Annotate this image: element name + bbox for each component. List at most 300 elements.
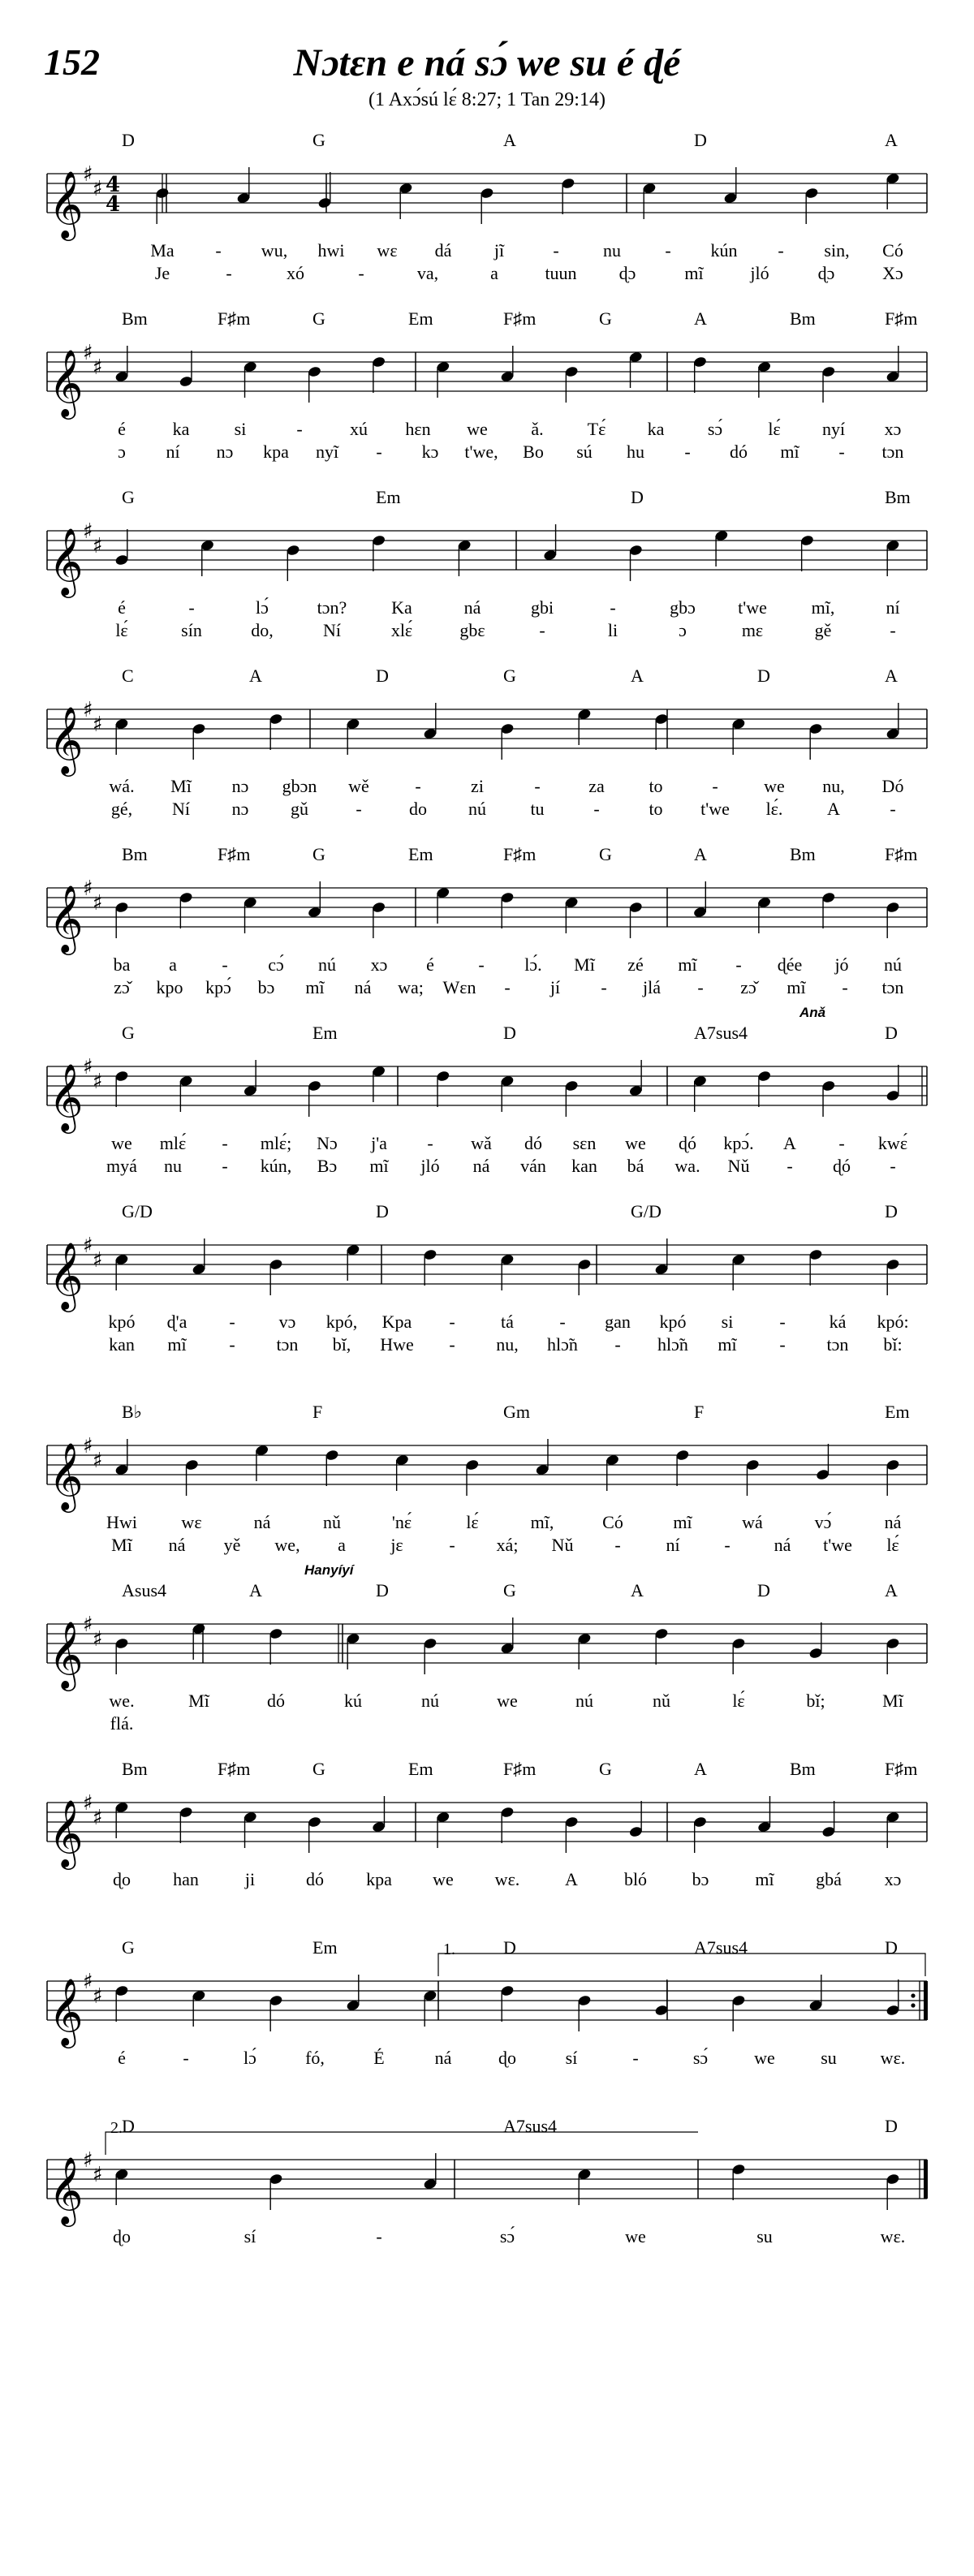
lyric-syllable: ka	[647, 419, 665, 439]
staff-6	[0, 1029, 974, 1208]
system-4	[0, 666, 974, 851]
lyric-syllable: ná	[168, 1535, 186, 1555]
lyric-syllable: nɔ	[231, 776, 249, 796]
lyric-syllable: bɔ	[692, 1869, 709, 1889]
chord-symbol: D	[757, 666, 770, 686]
lyric-syllable: nu,	[496, 1334, 519, 1355]
lyric-syllable: wǎ	[471, 1133, 492, 1153]
lyric-syllable: hwi	[317, 240, 345, 261]
system-1	[0, 130, 974, 315]
lyric-syllable: bɔ	[257, 977, 275, 997]
chord-symbol: D	[122, 130, 135, 150]
key-sharp-icon: ♯	[93, 2163, 103, 2187]
lyric-hyphen: -	[890, 620, 896, 640]
lyric-syllable: zi	[471, 776, 484, 796]
lyric-hyphen: -	[226, 263, 232, 283]
lyric-syllable: kɔ	[421, 442, 439, 462]
chord-symbol: A	[694, 308, 707, 329]
lyric-hyphen: -	[376, 2226, 382, 2246]
lyric-hyphen: -	[222, 1133, 228, 1153]
lyric-hyphen: -	[684, 442, 691, 462]
lyric-syllable: kpa	[263, 442, 289, 462]
chord-symbol: G	[122, 1937, 135, 1958]
chord-symbol: F♯m	[218, 844, 251, 864]
lyric-syllable: bǐ;	[806, 1691, 825, 1711]
treble-clef-icon: 𝄞	[49, 348, 84, 416]
chord-symbol: Em	[376, 487, 401, 507]
lyric-syllable: do	[409, 799, 427, 819]
key-sharp-icon: ♯	[93, 1248, 103, 1273]
lyric-syllable: wá.	[109, 776, 135, 796]
lyric-syllable: kpa	[366, 1869, 392, 1889]
staff-3	[0, 493, 974, 672]
chord-symbol: Bm	[122, 308, 148, 329]
lyric-syllable: mĩ	[684, 263, 704, 283]
lyric-syllable: to	[649, 799, 663, 819]
lyric-syllable: mĩ	[305, 977, 325, 997]
lyric-syllable: nú	[468, 799, 486, 819]
system-9	[0, 1562, 974, 1765]
final-barline	[924, 1981, 928, 2020]
lyric-syllable: we	[497, 1691, 518, 1711]
lyric-hyphen: -	[735, 954, 742, 975]
lyric-syllable: myá	[106, 1156, 137, 1176]
lyric-hyphen: -	[356, 799, 362, 819]
lyric-syllable: ɔ	[118, 442, 126, 462]
lyric-syllable: Bo	[523, 442, 544, 462]
lyric-syllable: ɖó	[833, 1156, 851, 1176]
lyric-syllable: xá;	[496, 1535, 519, 1555]
time-signature-top: 4	[106, 173, 121, 197]
system-7	[0, 1201, 974, 1386]
lyric-syllable: ɖo	[113, 2226, 131, 2246]
lyric-hyphen: -	[778, 240, 784, 261]
key-sharp-icon: ♯	[93, 713, 103, 737]
chord-symbol: Em	[312, 1937, 338, 1958]
lyric-syllable: nɔ	[231, 799, 249, 819]
lyric-line-2	[0, 1713, 974, 1736]
lyric-line-2	[0, 799, 974, 821]
lyric-syllable: t'we	[738, 597, 767, 618]
lyric-hyphen: -	[787, 1156, 793, 1176]
lyric-syllable: tá	[501, 1312, 514, 1332]
chord-symbol: F♯m	[218, 1759, 251, 1779]
lyric-syllable: kpo	[156, 977, 183, 997]
chord-symbol: F♯m	[503, 844, 537, 864]
chord-symbol: F♯m	[885, 308, 918, 329]
lyric-syllable: Kpa	[381, 1312, 412, 1332]
lyric-syllable: lɛ́	[886, 1535, 899, 1555]
lyric-syllable: wɛ.	[880, 2226, 906, 2246]
lyric-syllable: ká	[829, 1312, 847, 1332]
lyric-syllable: ná	[434, 2048, 452, 2068]
lyric-syllable: ná	[253, 1512, 271, 1532]
chord-symbol: D	[694, 130, 707, 150]
lyric-syllable: nyĩ	[315, 442, 339, 462]
lyric-syllable: we	[111, 1133, 132, 1153]
chord-symbol: D	[885, 1201, 898, 1221]
lyric-syllable: bá	[627, 1156, 644, 1176]
repeat-dot	[911, 1993, 915, 1997]
lyric-line-1	[0, 1312, 974, 1334]
chord-symbol: D	[631, 487, 644, 507]
lyric-syllable: jɛ	[390, 1535, 403, 1555]
lyric-syllable: jí	[549, 977, 561, 997]
lyric-hyphen: -	[697, 977, 704, 997]
lyric-syllable: xó	[287, 263, 304, 283]
treble-clef-icon: 𝄞	[49, 1441, 84, 1510]
lyric-syllable: sɔ́	[707, 419, 723, 439]
lyric-hyphen: -	[534, 776, 541, 796]
lyric-syllable: ba	[113, 954, 131, 975]
lyric-syllable: lɛ́	[115, 620, 128, 640]
lyric-syllable: nɔ	[216, 442, 234, 462]
lyric-syllable: lɛ́.	[765, 799, 783, 819]
lyric-syllable: ɖo	[113, 1869, 131, 1889]
chord-symbol: D	[757, 1580, 770, 1600]
chord-symbol: Bm	[122, 844, 148, 864]
lyric-syllable: we	[433, 1869, 454, 1889]
lyric-syllable: kún	[710, 240, 738, 261]
lyric-syllable: wɛ	[377, 240, 398, 261]
lyric-syllable: sɔ́	[692, 2048, 709, 2068]
lyric-syllable: mĩ,	[811, 597, 835, 618]
lyric-syllable: Nɔ	[317, 1133, 338, 1153]
lyric-line-1	[0, 1133, 974, 1156]
chord-symbol: G	[503, 666, 516, 686]
volta-bracket	[438, 1954, 925, 1976]
lyric-syllable: we,	[274, 1535, 300, 1555]
staff-2	[0, 315, 974, 493]
chord-symbol: Em	[408, 308, 433, 329]
lyric-syllable: we	[764, 776, 785, 796]
lyric-syllable: kpɔ́.	[723, 1133, 754, 1153]
chord-symbol: F	[312, 1402, 323, 1422]
lyric-hyphen: -	[553, 240, 559, 261]
lyric-syllable: é	[118, 419, 126, 439]
lyric-syllable: jló	[750, 263, 769, 283]
lyric-syllable: ɔ	[679, 620, 687, 640]
chord-symbol: D	[376, 1201, 389, 1221]
system-3	[0, 487, 974, 672]
staff-8	[0, 1408, 974, 1587]
lyric-syllable: zɔ̌	[740, 977, 756, 997]
chord-symbol: F♯m	[218, 308, 251, 329]
lyric-syllable: bĭ,	[332, 1334, 351, 1355]
lyric-syllable: su	[756, 2226, 773, 2246]
chord-symbol: G	[312, 1759, 325, 1779]
lyric-syllable: za	[588, 776, 605, 796]
lyric-syllable: A	[783, 1133, 796, 1153]
key-sharp-icon: ♯	[93, 177, 103, 201]
chord-symbol: G	[599, 1759, 612, 1779]
lyric-syllable: nu	[603, 240, 621, 261]
lyric-syllable: gǔ	[291, 799, 308, 819]
lyric-syllable: tuun	[545, 263, 577, 283]
lyric-syllable: kún,	[260, 1156, 292, 1176]
lyric-line-1	[0, 1869, 974, 1892]
staff-10	[0, 1765, 974, 1944]
lyric-hyphen: -	[779, 1334, 786, 1355]
chord-symbol: G/D	[631, 1201, 662, 1221]
lyric-hyphen: -	[890, 1156, 896, 1176]
key-sharp-icon: ♯	[83, 2148, 93, 2173]
chord-symbol: F♯m	[503, 1759, 537, 1779]
lyric-syllable: wɛ	[181, 1512, 202, 1532]
lyric-syllable: we	[625, 2226, 646, 2246]
lyric-syllable: tɔn	[881, 442, 904, 462]
chord-symbol: B♭	[122, 1402, 143, 1422]
lyric-hyphen: -	[188, 597, 195, 618]
lyric-syllable: kpó	[108, 1312, 136, 1332]
lyric-syllable: Xɔ	[882, 263, 903, 283]
lyric-syllable: tɔn	[276, 1334, 299, 1355]
key-sharp-icon: ♯	[83, 1434, 93, 1458]
chord-symbol: A7sus4	[694, 1937, 748, 1958]
chord-symbol: D	[885, 2116, 898, 2136]
chord-symbol: D	[885, 1023, 898, 1043]
lyric-syllable: bǐ:	[883, 1334, 903, 1355]
system-8	[0, 1402, 974, 1587]
chord-symbol: Bm	[122, 1759, 148, 1779]
lyric-syllable: fó,	[305, 2048, 325, 2068]
lyric-syllable: gé,	[110, 799, 133, 819]
chord-symbol: A	[249, 666, 262, 686]
lyric-syllable: kpɔ́	[205, 977, 231, 997]
lyric-hyphen: -	[610, 597, 616, 618]
lyric-syllable: Ma	[150, 240, 175, 261]
lyric-syllable: mĩ	[780, 442, 799, 462]
treble-clef-icon: 𝄞	[49, 884, 84, 952]
lyric-line-1	[0, 240, 974, 263]
key-sharp-icon: ♯	[83, 1791, 93, 1816]
lyric-syllable: mĩ	[718, 1334, 737, 1355]
chord-symbol: A	[631, 1580, 644, 1600]
lyric-syllable: si	[234, 419, 247, 439]
chord-symbol: A	[885, 666, 898, 686]
lyric-syllable: tɔn?	[317, 597, 347, 618]
lyric-syllable: gbá	[816, 1869, 842, 1889]
lyric-syllable: hlɔ̃n	[547, 1334, 578, 1355]
lyric-syllable: Mĩ	[882, 1691, 903, 1711]
tempo-marking: Anǎ	[799, 1005, 826, 1020]
chord-symbol: A	[249, 1580, 262, 1600]
treble-clef-icon: 𝄞	[49, 2156, 84, 2224]
chord-symbol: G	[122, 487, 135, 507]
lyric-syllable: Mĩ	[170, 776, 192, 796]
lyric-syllable: tɔn	[826, 1334, 849, 1355]
lyric-syllable: zɔ̌	[114, 977, 130, 997]
lyric-syllable: ɖó	[679, 1133, 696, 1153]
lyric-syllable: gbɔn	[282, 776, 317, 796]
lyric-line-1	[0, 2048, 974, 2070]
lyric-hyphen: -	[449, 1312, 455, 1332]
system-11	[0, 1937, 974, 2122]
lyric-syllable: lɛ́	[466, 1512, 479, 1532]
lyric-hyphen: -	[222, 954, 228, 975]
lyric-syllable: bló	[623, 1869, 648, 1889]
lyric-syllable: xɔ	[884, 419, 902, 439]
lyric-hyphen: -	[890, 799, 896, 819]
lyric-syllable: we	[625, 1133, 646, 1153]
lyric-syllable: lɔ́.	[524, 954, 542, 975]
lyric-syllable: mĩ,	[530, 1512, 554, 1532]
lyric-syllable: jó	[834, 954, 849, 975]
lyric-syllable: xɔ	[370, 954, 388, 975]
system-5	[0, 844, 974, 1029]
chord-symbol: Em	[312, 1023, 338, 1043]
key-sharp-icon: ♯	[83, 519, 93, 544]
lyric-syllable: nú	[318, 954, 336, 975]
lyric-line-2	[0, 1334, 974, 1357]
chord-symbol: Bm	[790, 308, 816, 329]
lyric-line-2	[0, 442, 974, 464]
chord-symbol: Bm	[790, 1759, 816, 1779]
hymn-title: Nɔtɛn e ná sɔ́ we su é ɖé	[293, 41, 681, 84]
lyric-syllable: we.	[109, 1691, 135, 1711]
lyric-syllable: jló	[420, 1156, 440, 1176]
lyric-syllable: do,	[251, 620, 274, 640]
lyric-syllable: wɛ.	[494, 1869, 520, 1889]
lyric-syllable: lɛ́	[768, 419, 781, 439]
lyric-syllable: mĩ	[673, 1512, 692, 1532]
lyric-syllable: su	[821, 2048, 837, 2068]
lyric-hyphen: -	[215, 240, 222, 261]
lyric-hyphen: -	[614, 1535, 621, 1555]
lyric-syllable: xlɛ́	[390, 620, 413, 640]
lyric-hyphen: -	[724, 1535, 730, 1555]
lyric-hyphen: -	[358, 263, 364, 283]
chord-symbol: D	[376, 666, 389, 686]
lyric-syllable: Ní	[172, 799, 190, 819]
staff-11	[0, 1944, 974, 2122]
lyric-syllable: jlá	[643, 977, 661, 997]
lyric-syllable: Nǔ	[727, 1156, 750, 1176]
lyric-syllable: A	[565, 1869, 578, 1889]
chord-symbol: A	[694, 844, 707, 864]
staff-9	[0, 1587, 974, 1765]
chord-symbol: F♯m	[885, 844, 918, 864]
lyric-syllable: flá.	[110, 1713, 134, 1734]
lyric-syllable: Dó	[881, 776, 904, 796]
staff-7	[0, 1208, 974, 1386]
lyric-syllable: Wɛn	[442, 977, 476, 997]
lyric-syllable: sín	[181, 620, 202, 640]
lyric-syllable: tu	[530, 799, 545, 819]
lyric-syllable: nu,	[822, 776, 845, 796]
lyric-syllable: we	[467, 419, 488, 439]
final-barline	[924, 2160, 928, 2199]
lyric-syllable: sí	[565, 2048, 578, 2068]
volta-number: 2.	[110, 2119, 123, 2137]
treble-clef-icon: 𝄞	[49, 705, 84, 773]
lyric-hyphen: -	[449, 1334, 455, 1355]
lyric-hyphen: -	[229, 1312, 235, 1332]
lyric-line-2	[0, 1535, 974, 1557]
lyric-syllable: sí	[244, 2226, 256, 2246]
lyric-syllable: to	[649, 776, 663, 796]
lyric-line-1	[0, 597, 974, 620]
lyric-syllable: kwɛ́	[877, 1133, 908, 1153]
lyric-syllable: mlɛ́	[159, 1133, 187, 1153]
chord-symbol: Bm	[790, 844, 816, 864]
key-sharp-icon: ♯	[93, 891, 103, 915]
lyric-hyphen: -	[296, 419, 303, 439]
volta-number: 1.	[443, 1941, 455, 1958]
lyric-syllable: ná	[472, 1156, 490, 1176]
lyric-syllable: sin,	[824, 240, 850, 261]
lyric-syllable: ji	[244, 1869, 256, 1889]
chord-symbol: C	[122, 666, 134, 686]
chord-symbol: Bm	[885, 487, 911, 507]
lyric-syllable: wu,	[261, 240, 288, 261]
lyric-syllable: mĩ	[755, 1869, 774, 1889]
key-sharp-icon: ♯	[83, 341, 93, 365]
lyric-line-1	[0, 776, 974, 799]
lyric-syllable: mĩ	[787, 977, 806, 997]
lyric-syllable: ná	[463, 597, 481, 618]
lyric-syllable: han	[173, 1869, 199, 1889]
lyric-syllable: lɛ́	[732, 1691, 745, 1711]
repeat-dot	[911, 2003, 915, 2007]
lyric-syllable: nú	[884, 954, 902, 975]
lyric-syllable: Tɛ́	[587, 419, 606, 439]
lyric-hyphen: -	[559, 1312, 566, 1332]
lyric-syllable: wá	[742, 1512, 763, 1532]
lyric-syllable: nu	[164, 1156, 182, 1176]
key-sharp-icon: ♯	[83, 1234, 93, 1258]
lyric-syllable: li	[607, 620, 618, 640]
treble-clef-icon: 𝄞	[49, 527, 84, 595]
lyric-syllable: kan	[571, 1156, 597, 1176]
lyric-syllable: ɖɔ	[817, 263, 835, 283]
chord-symbol: F♯m	[503, 308, 537, 329]
lyric-line-1	[0, 1512, 974, 1535]
lyric-hyphen: -	[539, 620, 545, 640]
lyric-line-2	[0, 1156, 974, 1178]
lyric-hyphen: -	[222, 1156, 228, 1176]
lyric-syllable: nyí	[821, 419, 846, 439]
lyric-syllable: tɔn	[881, 977, 904, 997]
chord-symbol: D	[503, 1023, 516, 1043]
lyric-syllable: 'nɛ́	[391, 1512, 412, 1532]
lyric-hyphen: -	[838, 1133, 845, 1153]
chord-symbol: A	[631, 666, 644, 686]
lyric-hyphen: -	[376, 442, 382, 462]
lyric-syllable: é	[426, 954, 434, 975]
lyric-syllable: wě	[348, 776, 369, 796]
lyric-line-1	[0, 954, 974, 977]
lyric-hyphen: -	[712, 776, 718, 796]
lyric-syllable: dó	[306, 1869, 324, 1889]
treble-clef-icon: 𝄞	[49, 1062, 84, 1131]
lyric-hyphen: -	[449, 1535, 455, 1555]
chord-symbol: G	[503, 1580, 516, 1600]
lyric-syllable: kpó,	[325, 1312, 358, 1332]
lyric-line-2	[0, 263, 974, 286]
lyric-syllable: zé	[627, 954, 644, 975]
lyric-hyphen: -	[593, 799, 600, 819]
lyric-syllable: wa.	[674, 1156, 700, 1176]
chord-symbol: D	[376, 1580, 389, 1600]
lyric-syllable: É	[373, 2048, 385, 2068]
lyric-syllable: Ní	[323, 620, 341, 640]
lyric-syllable: mlɛ́;	[260, 1133, 292, 1153]
lyric-hyphen: -	[415, 776, 421, 796]
lyric-line-2	[0, 620, 974, 643]
lyric-syllable: sɔ́	[499, 2226, 515, 2246]
lyric-syllable: Hwi	[106, 1512, 137, 1532]
